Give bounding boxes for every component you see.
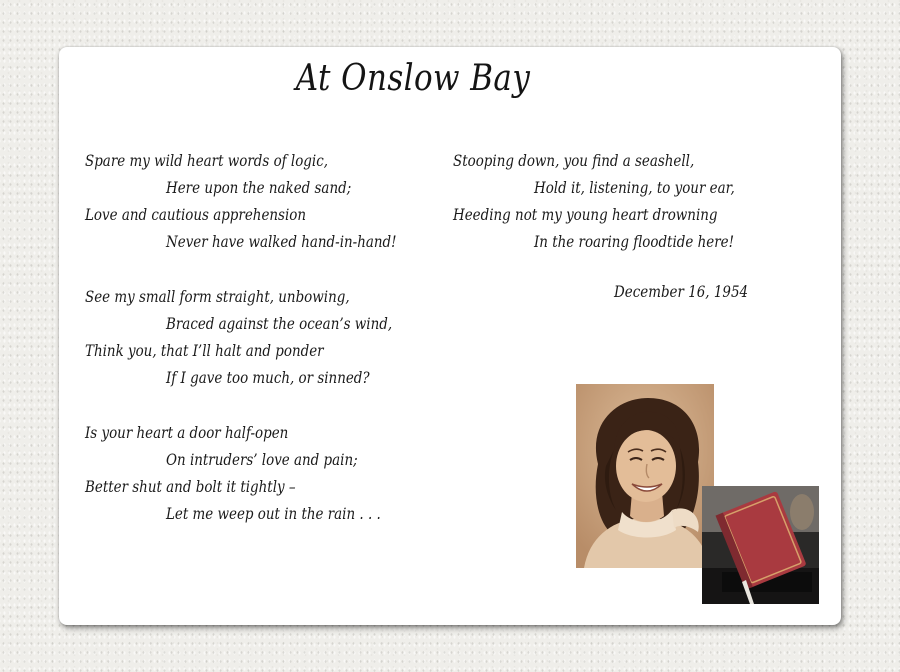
poem-line: If I gave too much, or sinned? <box>166 368 370 387</box>
poem-line: Love and cautious apprehension <box>85 205 306 224</box>
poem-line: Here upon the naked sand; <box>166 178 352 197</box>
poem-line: Spare my wild heart words of logic, <box>85 151 329 170</box>
poem-line: Never have walked hand-in-hand! <box>166 232 397 251</box>
book-photo <box>702 486 819 604</box>
portrait-image <box>576 384 714 568</box>
stanza-4 <box>453 147 773 255</box>
portrait-photo <box>576 384 714 568</box>
poem-line: Let me weep out in the rain . . . <box>166 504 381 523</box>
poem-title: At Onslow Bay <box>295 58 531 99</box>
poem-line: In the roaring floodtide here! <box>534 232 734 251</box>
poem-line: Think you, that I’ll halt and ponder <box>85 341 324 360</box>
poem-line: Stooping down, you find a seashell, <box>453 151 695 170</box>
poem-line: Heeding not my young heart drowning <box>453 205 718 224</box>
poem-line: Is your heart a door half-open <box>85 423 289 442</box>
stanza-1 <box>85 147 440 255</box>
poem-line: On intruders’ love and pain; <box>166 450 358 469</box>
stanza-2 <box>85 283 435 391</box>
poem-line: See my small form straight, unbowing, <box>85 287 350 306</box>
stanza-3 <box>85 419 422 527</box>
poem-line: Better shut and bolt it tightly – <box>85 477 296 496</box>
book-image <box>702 486 819 604</box>
poem-line: Braced against the ocean’s wind, <box>166 314 393 333</box>
poem-line: Hold it, listening, to your ear, <box>534 178 735 197</box>
poem-date: December 16, 1954 <box>614 282 749 301</box>
